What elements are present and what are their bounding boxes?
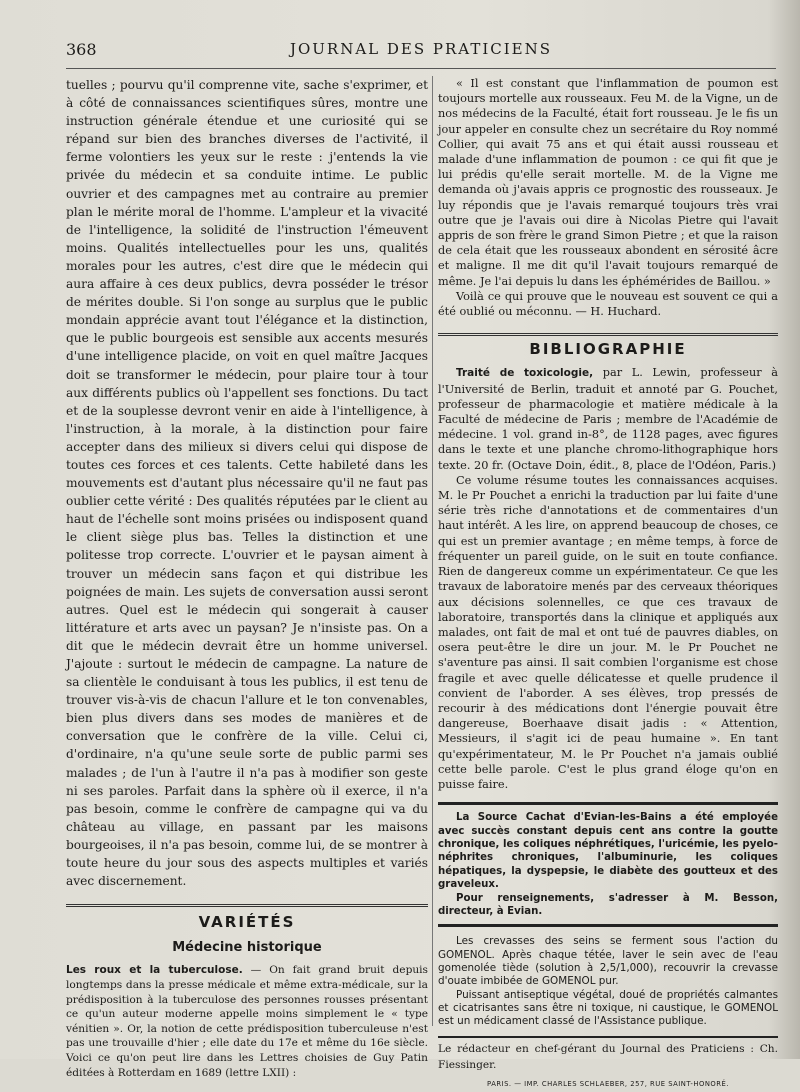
right-column — [438, 76, 778, 1092]
gomenol-ad-text-2: Puissant antiseptique végétal, doué de propriétés calmantes et cicatrisantes sans être ni toxique, ni caustique, le GOMENOL est un médicament classé de l'Assistance publique. — [438, 988, 778, 1028]
page-header — [66, 40, 776, 69]
section-title-varietes: VARIÉTÉS — [66, 904, 428, 931]
book-review: Ce volume résume toutes les connaissances acquises. M. le Pr Pouchet a enrichi la traduction par lui faite d'une série très riche d'annotations et de commentaires d'un haut intérêt. A les lire, on apprend beaucoup de choses, ce qui est un premier avantage ; en même temps, à force de fréquenter un pareil guide, on le suit en toute confiance. Rien de dangereux comme un expérimentateur. Ce que les travaux de laboratoire menés par des cerveaux théoriques aux décisions solennelles, ce que ces travaux de laboratoire, transportés dans la clinique et appliqués aux malades, ont fait de mal et ont tué de pauvres diables, on osera peut-être le dire un jour. M. le Pr Pouchet ne s'aventure pas ainsi. Il sait combien l'organisme est chose fragile et avec quelle délicatesse et quelle prudence il convient de l'aborder. A ses élèves, trop pressés de recourir à des médications dont l'énergie pouvait être dangereuse, Boerhaave disait jadis : « Attention, Messieurs, il s'agit ici de peau humaine ». En tant qu'expérimentateur, M. le Pr Pouchet n'a jamais oublié cette belle parole. C'est le plus grand éloge qu'on en puisse faire. — [438, 473, 778, 791]
subsection-title: Médecine historique — [172, 940, 322, 956]
quote-conclusion: Voilà ce qui prouve que le nouveau est souvent ce qui a été oublié ou méconnu. — H. Huchard. — [438, 289, 778, 319]
editor-line: Le rédacteur en chef-gérant du Journal des Praticiens : Ch. Fiessinger. — [438, 1043, 778, 1071]
patin-quote: « Il est constant que l'inflammation de poumon est toujours mortelle aux rousseaux. Feu M. de la Vigne, un de nos médecins de la Faculté, était fort rousseau. Je le fis un jour appeler en consulte chez un secrétaire du Roy nommé Collier, qui avait 75 ans et qui était aussi rousseau et malade d'une inflammation de poumon : ce qui fit que je lui prédis qu'elle serait mortelle. M. de la Vigne me demanda où j'avais appris ce prognostic des rousseaux. Je luy répondis que je l'avais remarqué toujours très vrai outre que je l'avais oui dire à Nicolas Pietre qui l'avait appris de son frère le grand Simon Pietre ; et que la raison de cela était que les rousseaux abondent en sérosité âcre et maligne. Il me dit qu'il l'avait toujours remarqué de même. Je l'ai depuis lu dans les éphémérides de Baillou. » — [438, 77, 778, 288]
cachat-ad-text: La Source Cachat d'Evian-les-Bains a été employée avec succès constant depuis cent ans contre la goutte chronique, les coliques néphrétiques, l'uricémie, les pyelo-néphrites chroniques, l'albuminurie, les coliques hépatiques, la dyspepsie, le diabète des goutteux et des graveleux. — [438, 812, 778, 891]
page-number: 368 — [66, 40, 97, 59]
history-paragraph — [66, 963, 428, 1080]
article-continuation: tuelles ; pourvu qu'il comprenne vite, sache s'exprimer, et à côté de connaissances scientifiques sûres, montre une instruction générale étendue et une curiosité qui se répand sur bien des branches diverses de l'activité, il ferme volontiers les yeux sur le reste : j'entends la vie privée du médecin et sa conduite intime. Le public ouvrier et des campagnes met au contraire au premier plan le mérite moral de l'homme. L'ampleur et la vivacité de l'intelligence, la solidité de l'instruction l'émeuvent moins. Qualités intellectuelles pour les uns, qualités morales pour les autres, c'est dire que le médecin qui aura affaire à ces deux publics, devra posséder le trésor de mérites double. Si l'on songe au surplus que le public mondain apprécie avant tout l'élégance et la distinction, que le public bourgeois est sensible aux accents mesurés d'une intelligence placide, on voit en quel maître Jacques doit se transformer le médecin, pour plaire tour à tour aux différents publics où l'appellent ses fonctions. Du tact et de la souplesse devront venir en aide à l'intelligence, à l'instruction, à la morale, à la distinction pour faire accepter dans des milieux si divers celui qui dispose de toutes ces forces et ces talents. Cette habileté dans les mouvements est d'autant plus nécessaire qu'il ne faut pas oublier cette vérité : Des qualités réputées par le client au haut de l'échelle sont moins prisées ou indisposent quand le client siège plus bas. Telles la distinction et une politesse trop correcte. L'ouvrier et le paysan aiment à trouver un médecin sans façon et qui distribue les poignées de main. Les sujets de conversation aussi seront autres. Quel est le médecin qui songerait à causer littérature et arts avec un paysan? Je n'insiste pas. On a dit que le médecin devrait être un homme universel. J'ajoute : surtout le médecin de campagne. La nature de sa clientèle le conduisant à tous les publics, il est tenu de trouver vis-à-vis de chacun l'allure et le ton convenables, bien plus divers dans ses modes de manières et de conversation que le confrère de la ville. Celui ci, d'ordinaire, n'a qu'une seule sorte de public parmi ses malades ; de l'un à l'autre il n'a pas à modifier son geste ni ses paroles. Parfait dans la sphère où il exerce, il n'a pas besoin, comme le confrère de campagne qui va du château au village, en passant par les maisons bourgeoises, il n'a pas besoin, comme lui, de se montrer à toute heure du jour sous des aspects multiples et variés avec discernement. — [66, 78, 428, 889]
book-entry — [438, 365, 778, 472]
column-divider — [432, 76, 433, 1026]
journal-title: JOURNAL DES PRATICIENS — [289, 40, 553, 58]
history-body: — On fait grand bruit depuis longtemps dans la presse médicale et même extra-médicale, sur la prédisposition à la tuberculose des personnes rousses présentant ce qu'un auteur moderne appelle moins simplement le « type vénitien ». Or, la notion de cette prédisposition tuberculeuse n'est pas une trouvaille d'hier ; elle date du 17e et même du 16e siècle. Voici ce qu'on peut lire dans les Lettres choisies de Guy Patin éditées à Rotterdam en 1689 (lettre LXII) : — [66, 964, 428, 1079]
printer-line: PARIS. — IMP. CHARLES SCHLAEBER, 257, RUE SAINT-HONORÉ. — [487, 1079, 729, 1088]
book-title: Traité de toxicologie, — [456, 367, 594, 380]
book-details: par L. Lewin, professeur à l'Université de Berlin, traduit et annoté par G. Pouchet, professeur de pharmacologie et matière médicale à la Faculté de médecine de Paris ; membre de l'Académie de médecine. 1 vol. grand in-8°, de 1128 pages, avec figures dans le texte et une planche chromo-lithographique hors texte. 20 fr. (Octave Doin, édit., 8, place de l'Odéon, Paris.) — [438, 366, 778, 472]
gomenol-ad-text: Les crevasses des seins se ferment sous l'action du GOMENOL. Après chaque tétée, laver le sein avec de l'eau gomenolée tiède (solution à 2,5/1,000), recouvrir la crevasse d'ouate imbibée de GOMENOL pur. — [438, 935, 778, 988]
section-title-bibliographie: BIBLIOGRAPHIE — [438, 333, 778, 357]
left-column — [66, 76, 428, 1080]
cachat-advertisement — [438, 802, 778, 927]
history-lead: Les roux et la tuberculose. — [66, 964, 243, 977]
gomenol-advertisement — [438, 935, 778, 1028]
cachat-ad-contact: Pour renseignements, s'adresser à M. Besson, directeur, à Evian. — [438, 892, 778, 917]
